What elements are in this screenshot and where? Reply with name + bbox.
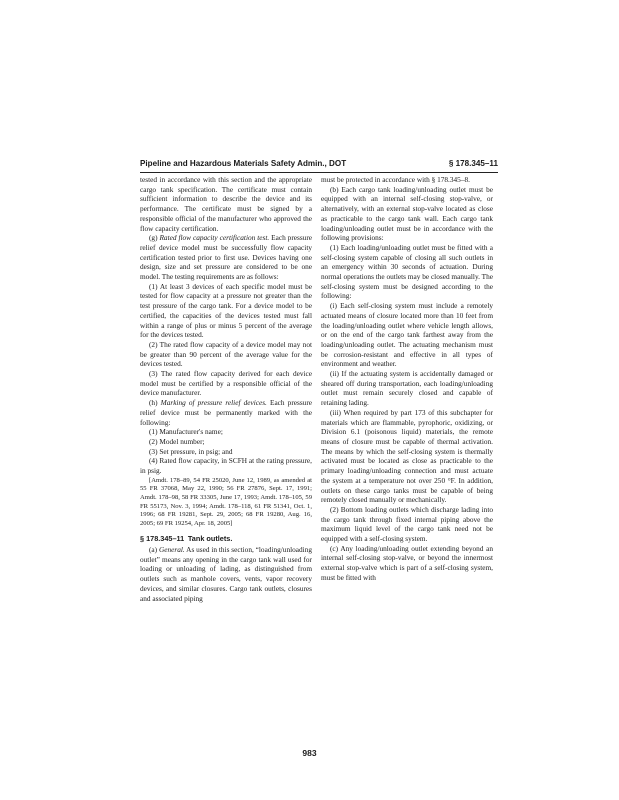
- paragraph-label: (g): [149, 233, 160, 243]
- section-title: Tank outlets.: [187, 534, 233, 544]
- paragraph: [140, 398, 312, 427]
- running-header: [140, 158, 498, 173]
- header-title: Pipeline and Hazardous Materials Safety Admin., DOT: [140, 159, 347, 168]
- list-item: (4) Rated flow capacity, in SCFH at the rating pressure, in psig.: [140, 456, 312, 476]
- paragraph-label: (a): [149, 545, 159, 555]
- paragraph: (b) Each cargo tank loading/unloading outlet must be equipped with an internal self-closing stop-valve, or alternatively, with an external stop-valve located as close as practicable to the cargo tank wall. Each cargo tank loading/unloading outlet must be in accordance with the following provisions:: [321, 184, 493, 243]
- paragraph: [140, 233, 312, 282]
- paragraph: (1) At least 3 devices of each specific model must be tested for flow capacity at a pressure not greater than the test pressure of the cargo tank. For a device model to be certified, the capacities of the devices tested must fall within a range of plus or minus 5 percent of the average for the devices tested.: [140, 281, 312, 340]
- amendment-citation: [Amdt. 178–89, 54 FR 25020, June 12, 1989, as amended at 55 FR 37068, May 22, 1990; 56 FR 27876, Sept. 17, 1991; Amdt. 178–98, 58 FR 33305, June 17, 1993; Amdt. 178–105, 59 FR 55173, Nov. 3, 1994; Amdt. 178–118, 61 FR 51341, Oct. 1, 1996; 68 FR 19281, Sept. 29, 2005; 68 FR 19280, Aug. 16, 2005; 69 FR 19254, Apr. 18, 2005]: [140, 476, 312, 527]
- left-column: [140, 175, 312, 745]
- paragraph: tested in accordance with this section and the appropriate cargo tank specification. The certificate must contain sufficient information to describe the device and its performance. The certificate must be signed by a responsible official of the manufacturer who approved the flow capacity certification.: [140, 175, 312, 233]
- paragraph-text: Each pressure relief device model must be successfully flow capacity certification tested prior to first use. Devices having one design, size and set pressure are considered to be one model. The testing requirements are as follows:: [140, 233, 312, 282]
- paragraph: (1) Each loading/unloading outlet must be fitted with a self-closing system capable of closing all such outlets in an emergency within 30 seconds of actuation. During normal operations the outlets may be closed manually. The self-closing system must be designed according to the following:: [321, 242, 493, 301]
- paragraph-text: As used in this section, “loading/unloading outlet” means any opening in the cargo tank wall used for loading or unloading of lading, as distinguished from outlets such as manhole covers, vents, vapor recovery devices, and similar closures. Cargo tank outlets, closures and associated piping: [140, 545, 312, 603]
- section-heading: [140, 534, 312, 544]
- list-item: (1) Manufacturer's name;: [149, 427, 223, 437]
- paragraph-text: Each pressure relief device must be permanently marked with the following:: [140, 398, 312, 427]
- header-section-number: § 178.345–11: [448, 159, 498, 168]
- paragraph-label: (h): [149, 398, 161, 408]
- paragraph-heading: General.: [158, 545, 185, 555]
- paragraph: (iii) When required by part 173 of this subchapter for materials which are flammable, pyrophoric, oxidizing, or Division 6.1 (poisonous liquid) materials, the remote means of closure must be capable of thermal activation. The means by which the self-closing system is thermally activated must be located as close as practicable to the primary loading/unloading connection and must actuate the system at a temperature not over 250 °F. In addition, outlets on these cargo tanks must be capable of being remotely closed manually or mechanically.: [321, 407, 493, 505]
- paragraph-heading: Marking of pressure relief devices.: [160, 398, 267, 408]
- page-number: 983: [302, 748, 317, 758]
- list-item: (2) Model number;: [149, 436, 205, 446]
- paragraph: (ii) If the actuating system is accidentally damaged or sheared off during transportation, each loading/unloading outlet must remain securely closed and capable of retaining lading.: [321, 369, 493, 408]
- paragraph-heading: Rated flow capacity certification test.: [159, 233, 270, 243]
- paragraph: (2) Bottom loading outlets which discharge lading into the cargo tank through fixed internal piping above the maximum liquid level of the cargo tank need not be equipped with a self-closing system.: [321, 504, 493, 544]
- paragraph: (2) The rated flow capacity of a device model may not be greater than 90 percent of the average value for the devices tested.: [140, 339, 312, 369]
- paragraph: must be protected in accordance with § 178.345–8.: [321, 175, 470, 184]
- section-number: § 178.345–11: [140, 534, 185, 544]
- paragraph: (c) Any loading/unloading outlet extending beyond an internal self-closing stop-valve, or beyond the innermost external stop-valve which is part of a self-closing system, must be fitted with: [321, 543, 493, 582]
- right-column: [321, 175, 493, 745]
- paragraph: (3) The rated flow capacity derived for each device model must be certified by a responsible official of the device manufacturer.: [140, 369, 312, 398]
- paragraph: (i) Each self-closing system must include a remotely actuated means of closure located more than 10 feet from the loading/unloading outlet where vehicle length allows, or on the end of the cargo tank farthest away from the loading/unloading outlet. The actuating mechanism must be corrosion-resistant and effective in all types of environment and weather.: [321, 301, 493, 369]
- list-item: (3) Set pressure, in psig; and: [149, 446, 233, 456]
- paragraph: [140, 545, 312, 603]
